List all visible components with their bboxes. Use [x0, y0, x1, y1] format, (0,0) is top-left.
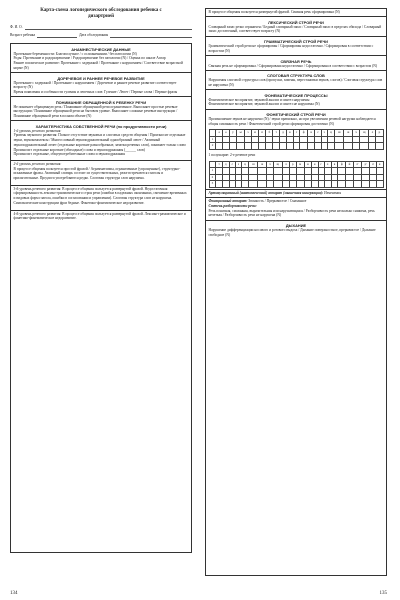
- speech-dev-section: [11, 73, 191, 97]
- sound-table-cell[interactable]: [251, 143, 258, 150]
- sound-table-header-cell: ы: [236, 130, 244, 137]
- anamnesis-line: Раннее психическое развитие: Протекание с задержкой / Протекание с нарушением / Соответствие возрастной норме (N): [13, 61, 183, 70]
- speech-dev-line: Протекание с задержкой / Протекание с нарушением / Доречевое и раннее речевое развитие соответствует возрасту (N): [13, 80, 177, 90]
- sound-table-header-cell: з: [321, 130, 327, 137]
- grammar-section: [206, 37, 386, 56]
- lexical-header: ЛЕКСИЧЕСКИЙ СТРОЙ РЕЧИ: [268, 19, 324, 25]
- sound-table-header-cell: й: [346, 161, 353, 168]
- sound-table-row-label: 1: [209, 136, 216, 143]
- sound-table-header-cell: щ: [273, 161, 282, 168]
- sound-table-cell[interactable]: [273, 181, 282, 188]
- intro-section: [206, 9, 386, 17]
- sound-table-row: [209, 143, 383, 150]
- sound-table-header-cell: ч: [266, 161, 273, 168]
- lexical-text: Словарный запас резко ограничен / Бедный словарный запас / Словарный запас в пределах обихода / Словарный запас достаточный, соответствует возрасту (N): [208, 24, 382, 34]
- sound-table-cell[interactable]: [242, 181, 249, 188]
- sound-table-header-cell: н: [304, 161, 311, 168]
- breath-section: [206, 221, 386, 239]
- speech-dev-line: Время появления и особенности гуления и лепетных слов: Гуление / Лепет / Первые слова / Первые фразы: [13, 89, 178, 94]
- fio-input[interactable]: [25, 23, 192, 30]
- sound-table-2: [209, 161, 384, 188]
- sound-table-cell[interactable]: [346, 181, 353, 188]
- own-speech-line: В процессе общения пользуется простой фразой / Аграмматизмы, ограниченные (упрощенные), структурно-искаженные фразы. Активный словарь состоит из существительных, реже встречаются глаголы и прилагательные. Предлоги употребляются редко. Слоговая структура слов нарушена.: [13, 166, 181, 181]
- sound-table-header-cell: р: [289, 161, 296, 168]
- sound-table-cell[interactable]: [236, 143, 244, 150]
- sound-table-header-cell: х: [324, 161, 331, 168]
- sound-table-cell[interactable]: [300, 143, 308, 150]
- sound-table-header-cell: з: [236, 161, 242, 168]
- intro-text: В процессе общения пользуется развернутой фразой. Связная речь сформирована (N): [208, 10, 340, 14]
- sound-table-header-cell: г: [318, 161, 324, 168]
- left-page: [10, 8, 192, 594]
- sound-table-cell[interactable]: [353, 143, 360, 150]
- sound-table-cell[interactable]: [324, 181, 331, 188]
- coherent-section: [206, 56, 386, 71]
- sound-table-cell[interactable]: [308, 143, 315, 150]
- grammar-text: Грамматический строй речи не сформирован / Сформирован недостаточно / Сформирован в соответствии с возрастом (N): [208, 44, 374, 53]
- own-speech-line: Произносит отдельные короткие (обиходные) слова и звукоподражания (______ слов): [13, 147, 145, 152]
- sound-table-row: [209, 181, 383, 188]
- sound-table-cell[interactable]: [353, 181, 361, 188]
- sound-table-header-cell: а: [216, 130, 223, 137]
- sound-table-cell[interactable]: [266, 143, 273, 150]
- sound-table-1: [209, 129, 384, 150]
- sound-table-cell[interactable]: [338, 181, 346, 188]
- sound-table-header-cell: с: [315, 130, 322, 137]
- sound-table-cell[interactable]: [335, 143, 344, 150]
- sound-table-cell[interactable]: [331, 181, 338, 188]
- coherent-header: СВЯЗНАЯ РЕЧЬ: [280, 58, 312, 64]
- articulation-label: Артикуляционный (анатомический) аппарат (мышечная иннервация):: [208, 191, 324, 196]
- sound-table-header-cell: л: [369, 130, 376, 137]
- form-fields: [10, 23, 192, 38]
- sound-table-cell[interactable]: [376, 181, 383, 188]
- intelligibility-label: Степень разборчивости речи:: [208, 204, 257, 209]
- sound-table-cell[interactable]: [296, 181, 304, 188]
- sound-table-cell[interactable]: [344, 143, 353, 150]
- sound-table-cell[interactable]: [222, 181, 229, 188]
- sound-table-header-cell: к: [311, 161, 318, 168]
- own-speech-line: 3-й уровень речевого развития: В процессе общения пользуется развернутой фразой. Недостаточная сформированность лексико-грамматического строя речи (ошибки в падежных окончаниях, смешение временных и видовых форм глагола, ошибки в согласовании и управлении). Слоговая структура слов не нарушена. Синтаксические конструкции фраз бедные. Фонетико-фонематическое недоразвитие.: [13, 186, 187, 205]
- sound-table-header-cell: ф: [300, 130, 308, 137]
- sound-table-cell[interactable]: [362, 181, 370, 188]
- sound-table-header-cell: т: [216, 161, 222, 168]
- sound-table-header-cell: р: [376, 130, 383, 137]
- sound-table-header-cell: т: [273, 130, 279, 137]
- sound-table-header-cell: ж: [344, 130, 353, 137]
- coherent-text: Связная речь не сформирована / Сформирована недостаточно / Сформирована в соответствии с возрастом (N): [208, 63, 378, 68]
- breath-text: Нарушение дифференциации носового и ротового выдоха / Дыхание поверхностное, прерывистое / Дыхание свободное (N): [208, 228, 376, 237]
- sound-table-header-cell: р': [362, 161, 370, 168]
- sound-table-header-cell: в: [331, 161, 338, 168]
- sound-table-header-cell: ж: [258, 161, 266, 168]
- sound-table-header-cell: ш: [335, 130, 344, 137]
- fonation-section: [206, 198, 386, 220]
- sound-table-header-cell: к: [287, 130, 294, 137]
- sound-table-cell[interactable]: [249, 181, 258, 188]
- sound-table-header-cell: у: [229, 130, 236, 137]
- date-input[interactable]: [110, 31, 192, 38]
- speech-dev-header: ДОРЕЧЕВОЕ И РАННЕЕ РЕЧЕВОЕ РАЗВИТИЕ: [57, 75, 145, 81]
- sound-table-header-cell: л: [282, 161, 289, 168]
- sound-table-cell[interactable]: [282, 181, 289, 188]
- sound-table-header-cell: ф: [338, 161, 346, 168]
- anamnesis-header: АНАМНЕСТИЧЕСКИЕ ДАННЫЕ: [71, 46, 131, 52]
- sound-table-header-cell: д: [279, 130, 286, 137]
- sound-table-header-cell: в: [308, 130, 315, 137]
- sound-table-header-cell: я: [376, 161, 383, 168]
- own-speech-section: [11, 121, 191, 223]
- sound-table-header-cell: л': [353, 161, 361, 168]
- sound-table-header-cell: д: [222, 161, 229, 168]
- anamnesis-section: [11, 44, 191, 73]
- sound-table-header-cell: э: [245, 130, 251, 137]
- phonemic-text: Фонематическое восприятие, звуковой анализ и синтез нарушены: [208, 97, 310, 102]
- page-number-right: 135: [379, 591, 387, 596]
- sound-table-header-cell: о: [222, 130, 229, 137]
- syllable-header: СЛОГОВАЯ СТРУКТУРА СЛОВ: [267, 73, 325, 79]
- left-form-box: [10, 43, 192, 553]
- anamnesis-line: Роды: Протекание и родоразрешение / Родоразрешение без патологии (N) / Оценка по шкале Апгар: [13, 56, 166, 61]
- sound-table-cell[interactable]: [222, 143, 229, 150]
- age-label: Возраст ребенка: [10, 33, 36, 38]
- sound-table-header-cell: ч: [353, 130, 360, 137]
- own-speech-line: 2-й уровень речевого развития:: [13, 161, 62, 166]
- syllable-text: Нарушения слоговой структуры слов (пропуски, замены, перестановки звуков, слогов) / Слоговая структура слов не нарушена (N): [208, 78, 383, 87]
- syllable-section: [206, 71, 386, 90]
- comprehension-section: [11, 97, 191, 121]
- own-speech-line: 4-й уровень речевого развития: В процессе общения пользуется развернутой фразой. Лексико-грамматическое и фонетико-фонематическое недоразвитие.: [13, 211, 186, 221]
- phonetic-section: [206, 110, 386, 191]
- own-speech-line: 1-й уровень речевого развития:: [13, 128, 62, 133]
- sound-table-header-cell: м: [296, 161, 304, 168]
- sound-table-row-label: 1: [209, 168, 216, 175]
- phonetic-text: Произношение звуков не нарушено (N) / звуки правильно, но при увеличении речевой нагрузки наблюдается общая смазанность речи / Фонетический строй речи сформирован достаточно (N): [208, 117, 376, 126]
- sound-table-cell[interactable]: [279, 143, 286, 150]
- sound-table-row-label: 3: [209, 181, 216, 188]
- right-form-box: [205, 8, 387, 576]
- comprehension-header: ПОНИМАНИЕ ОБРАЩЕННОЙ К РЕБЕНКУ РЕЧИ: [55, 99, 147, 105]
- date-label: Дата обследования: [79, 33, 109, 38]
- fonation-label: Фонационный аппарат:: [208, 199, 248, 204]
- lexical-section: [206, 17, 386, 36]
- sound-table-row-label: 2: [209, 143, 216, 150]
- phonetic-header: ФОНЕТИЧЕСКИЙ СТРОЙ РЕЧИ: [266, 112, 326, 118]
- sound-table-header-cell: б: [266, 130, 273, 137]
- comprehension-line: Не понимает обращенную речь / Понимание обращенной речи ограниченное. Выполняет простые речевые инструкции / Понимание обращенной речи на бытовом уровне. Выполняет сложные речевые инструкции / Понимание обращенной речи в полном объеме (N): [13, 104, 178, 119]
- sound-table-cell[interactable]: [376, 143, 383, 150]
- sound-table-header-cell: и: [251, 130, 258, 137]
- sound-table-cell[interactable]: [258, 181, 266, 188]
- phonemic-text: Фонематическое восприятие, звуковой анализ и синтез не нарушены (N): [208, 102, 320, 107]
- sound-table-cell[interactable]: [266, 181, 273, 188]
- sound-table-cell[interactable]: [327, 143, 334, 150]
- sound-table-cell[interactable]: [311, 181, 318, 188]
- sound-table-row-label: 2: [209, 174, 216, 181]
- sound-table-header-cell: ш: [249, 161, 258, 168]
- sound-table-header-cell: г: [293, 130, 299, 137]
- own-speech-line: Произносит отдельные, общеупотребительные слова и звукоподражания: [13, 152, 125, 157]
- sound-table-header-cell: ц: [242, 161, 249, 168]
- fonation-value: Звонкость / Прерывистое / Смазанное: [248, 199, 307, 204]
- sound-table-header-cell: щ: [360, 130, 369, 137]
- sound-table-cell[interactable]: [289, 181, 296, 188]
- anamnesis-line: Протекание беременности: Благополучное / с осложнениями / без патологии (N): [13, 51, 137, 56]
- sound-table-header-cell: п: [259, 130, 266, 137]
- sound-table-cell[interactable]: [360, 143, 369, 150]
- own-speech-header: ХАРАКТЕРИСТИКА СОБСТВЕННОЙ РЕЧИ (по продуктивности речи): [35, 123, 167, 129]
- breath-header: ДЫХАНИЕ: [285, 223, 307, 229]
- phonemic-header: ФОНЕМАТИЧЕСКИЕ ПРОЦЕССЫ: [264, 92, 328, 98]
- sound-table-cell[interactable]: [229, 143, 236, 150]
- articulation-section: [206, 190, 386, 198]
- table-note: 1 полушарие: 2-е речевое речи: [208, 152, 256, 157]
- grammar-header: ГРАММАТИЧЕСКИЙ СТРОЙ РЕЧИ: [264, 39, 328, 45]
- fio-label: Ф. И. О.: [10, 25, 23, 30]
- age-input[interactable]: [37, 31, 77, 38]
- sound-table-header-cell: с: [229, 161, 235, 168]
- sound-table-cell[interactable]: [369, 143, 376, 150]
- phonemic-section: [206, 90, 386, 109]
- right-page: [205, 8, 387, 594]
- intelligibility-text: Речь понятная, смазанная, выразительная или нарушающаяся / Разборчивость речи несколько снижена, речь нечеткая / Разборчивость речи не нарушена (N): [208, 208, 375, 218]
- sound-table-header-cell: ё: [370, 161, 376, 168]
- sound-table-header-cell: ц: [327, 130, 334, 137]
- own-speech-line: Уровень звукового развития: Полное отсутствие звуковых и слоговых средств общения / Произносит отдельные звуки, звукокомплексы / Многословный звукоподражательный однообразный лепет / Активный звукоподражательный лепет (отдельные короткие разнообразные, зачатки речевых слов), понимает только слово: [13, 133, 186, 147]
- sound-table-cell[interactable]: [259, 143, 266, 150]
- articulation-value: Изменения: [324, 191, 341, 196]
- sound-table-cell[interactable]: [287, 143, 294, 150]
- card-title: Карта-схема логопедического обследования ребенка с дизартрией: [40, 8, 162, 19]
- page-number-left: 134: [10, 591, 18, 596]
- sound-table-cell[interactable]: [304, 181, 311, 188]
